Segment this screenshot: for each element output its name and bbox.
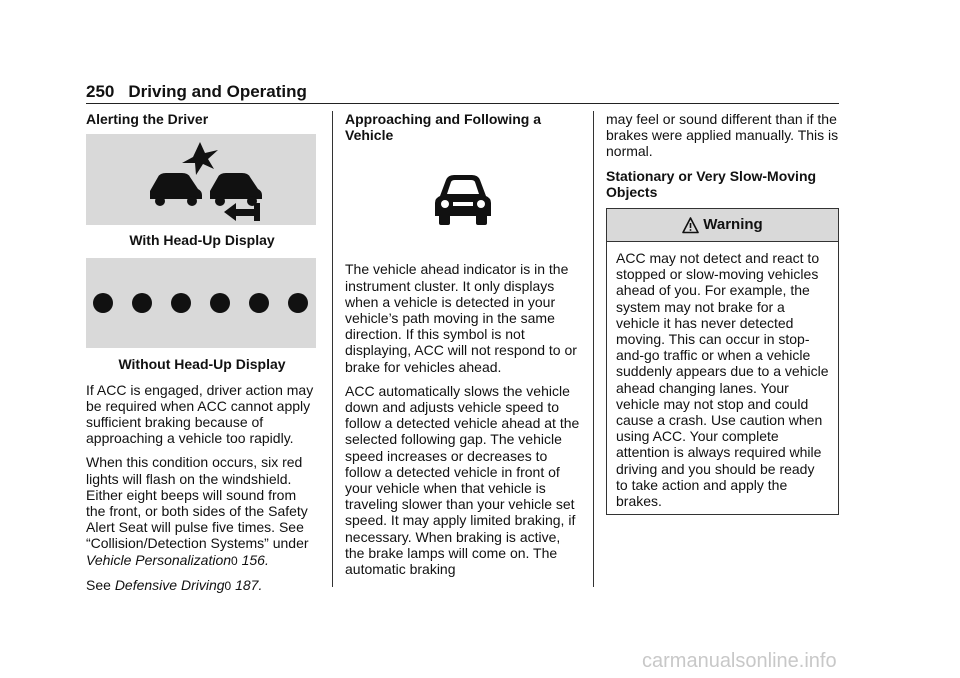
column-3	[606, 111, 839, 515]
warning-header	[607, 209, 838, 242]
paragraph: If ACC is engaged, driver action may be required when ACC cannot apply sufficient braking because of approaching a vehicle too rapidly.	[86, 381, 314, 447]
xref-vehicle-personalization[interactable]: Vehicle Personalization	[86, 551, 232, 568]
warning-icon	[682, 217, 699, 234]
column-2	[345, 111, 580, 585]
column-divider	[332, 111, 333, 587]
paragraph: ACC automatically slows the vehicle down and adjusts vehicle speed to follow a detected vehicle ahead at the selected following gap. The vehicle speed increases or decreases to follow a detected vehicle in front of your vehicle when that vehicle is traveling slower than your vehicle set speed. It may apply limited braking, if necessary. When braking is active, the brake lamps will come on. The automatic braking	[345, 382, 580, 578]
xref-defensive-driving[interactable]: Defensive Driving	[114, 576, 225, 593]
column-1	[86, 111, 318, 602]
stationary-objects-heading: Stationary or Very Slow-Moving Objects	[606, 167, 817, 200]
paragraph: may feel or sound different than if the brakes were applied manually. This is normal.	[606, 111, 839, 160]
xref-page: 187.	[231, 576, 263, 593]
no-hud-alert-figure	[86, 258, 316, 348]
paragraph-text: See	[86, 576, 115, 593]
section-title: Driving and Operating	[128, 82, 307, 101]
paragraph-text: When this condition occurs, six red lights will flash on the windshield. Either eight beeps will sound from the front, or both sides of the Safety Alert Seat will pulse five times. See “Collision/Detection Systems” under	[86, 454, 309, 552]
column-divider	[593, 111, 594, 587]
xref-arrow-icon: 0	[224, 578, 232, 593]
hud-alert-figure	[86, 134, 316, 225]
watermark: carmanualsonline.info	[642, 650, 837, 672]
xref-arrow-icon: 0	[231, 553, 238, 568]
figure-caption: Without Head-Up Display	[118, 356, 286, 373]
warning-body	[607, 242, 838, 514]
collision-alert-icon	[136, 139, 266, 221]
alerting-heading: Alerting the Driver	[86, 111, 209, 127]
figure-caption: With Head-Up Display	[129, 232, 275, 249]
warning-text: ACC may not detect and react to stopped or slow-moving vehicles ahead of you. For example, the system may not brake for a vehicle it has never detected moving. This can occur in stop-and-go traffic or when a vehicle suddenly appears due to a vehicle ahead changing lanes. Your vehicle may not stop and could cause a crash. Use caution when using ACC. Your complete attention is always required while driving and you should be ready to take action and apply the brakes.	[616, 250, 829, 510]
approaching-heading: Approaching and Following a Vehicle	[345, 111, 541, 144]
paragraph: The vehicle ahead indicator is in the instrument cluster. It only displays when a vehicle is detected in your vehicle’s path moving in the same direction. If this symbol is not displaying, ACC will not respond to or brake for vehicles ahead.	[345, 261, 577, 375]
six-red-lights-icon	[90, 288, 312, 318]
vehicle-ahead-icon	[432, 172, 494, 228]
page-number: 250	[86, 82, 115, 101]
vehicle-ahead-figure	[345, 145, 580, 255]
warning-box	[606, 208, 839, 515]
paragraph	[86, 577, 318, 594]
xref-page: 156.	[237, 551, 269, 568]
paragraph	[86, 454, 318, 568]
page-header	[86, 82, 307, 102]
warning-title: Warning	[703, 215, 763, 233]
header-rule	[86, 103, 839, 104]
